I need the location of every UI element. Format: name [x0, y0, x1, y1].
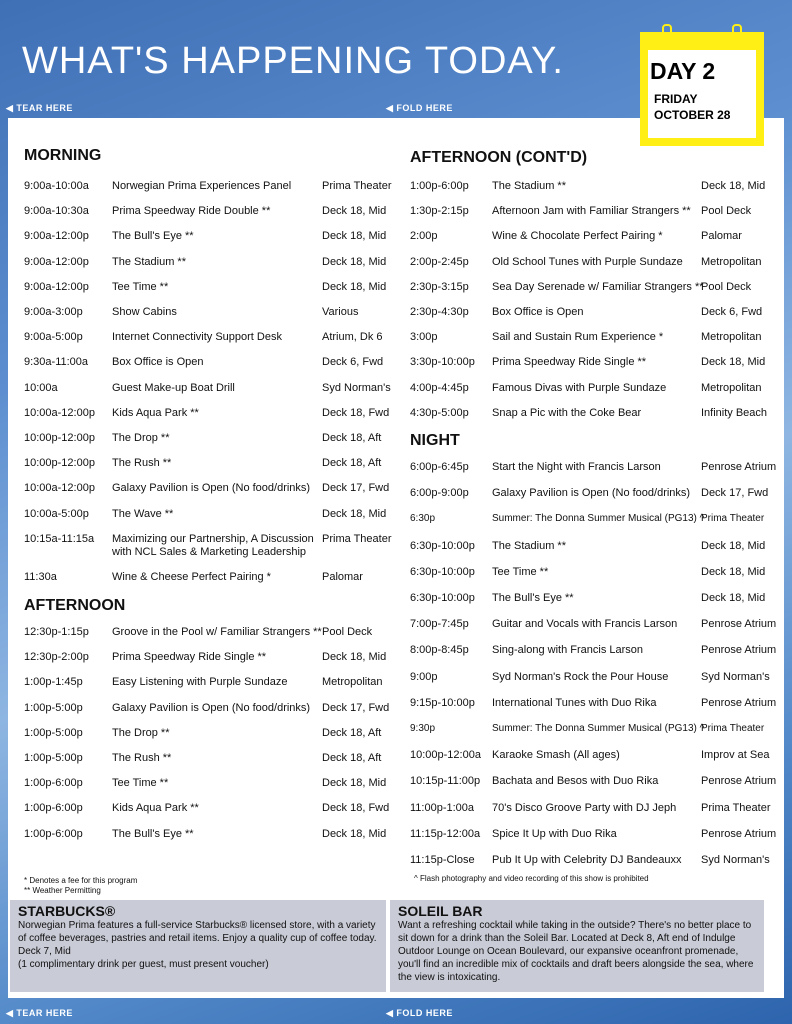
event-name: Sea Day Serenade w/ Familiar Strangers **: [492, 280, 704, 293]
event-venue: Deck 6, Fwd: [701, 306, 763, 318]
event-time: 11:00p-1:00a: [410, 801, 475, 814]
event-venue: Improv at Sea: [701, 749, 770, 762]
event-name: Prima Speedway Ride Single **: [492, 356, 647, 369]
event-time: 12:30p-2:00p: [24, 651, 89, 664]
event-name: Tee Time **: [492, 565, 549, 578]
event-venue: Infinity Beach: [701, 406, 768, 419]
fold-here-label-top: ◀ FOLD HERE: [386, 103, 453, 113]
event-name: Prima Speedway Ride Double **: [112, 205, 271, 218]
event-venue: Deck 18, Mid: [322, 651, 387, 664]
event-venue: Deck 18, Fwd: [322, 802, 390, 815]
event-venue: Deck 17, Fwd: [322, 701, 390, 714]
flash-footnote: ^ Flash photography and video recording of this show is prohibited: [414, 874, 649, 883]
event-time: 10:15p-11:00p: [410, 775, 481, 788]
event-time: 9:15p-10:00p: [410, 696, 475, 709]
weekday: FRIDAY: [654, 92, 698, 106]
event-name: Pub It Up with Celebrity DJ Bandeauxx: [492, 854, 682, 866]
event-name: Kids Aqua Park **: [112, 406, 199, 419]
event-name: The Stadium **: [492, 180, 566, 192]
event-name: The Wave **: [112, 507, 174, 520]
event-name: Summer: The Donna Summer Musical (PG13) ^: [492, 723, 705, 734]
starbucks-title: STARBUCKS®: [18, 903, 116, 919]
page-title: WHAT'S HAPPENING TODAY.: [22, 40, 564, 82]
event-time: 6:30p-10:00p: [410, 539, 475, 552]
fee-footnote: * Denotes a fee for this program: [24, 876, 138, 885]
event-name: Guitar and Vocals with Francis Larson: [492, 618, 678, 631]
event-name: Afternoon Jam with Familiar Strangers **: [492, 205, 691, 218]
event-time: 9:00a-12:00p: [24, 255, 89, 268]
fold-here-text: FOLD HERE: [396, 1008, 453, 1018]
event-venue: Deck 18, Mid: [701, 539, 766, 552]
event-name: The Bull's Eye **: [492, 592, 574, 604]
event-name: Box Office is Open: [112, 356, 204, 369]
day-number: DAY 2: [650, 58, 716, 84]
starbucks-body: Norwegian Prima features a full-service Starbucks® licensed store, with a variety of coffee beverages, pastries and retail items. Enjoy a quality cup of coffee today. Deck 7, Mid: [18, 920, 377, 957]
event-name: Old School Tunes with Purple Sundaze: [492, 255, 683, 268]
event-time: 2:30p-3:15p: [410, 280, 469, 293]
event-venue: Pool Deck: [701, 205, 752, 218]
event-venue: Deck 18, Mid: [322, 777, 387, 790]
event-name: The Stadium **: [492, 539, 566, 552]
event-time: 1:00p-6:00p: [24, 827, 83, 840]
footnotes-left: [24, 876, 137, 896]
event-time: 3:00p: [410, 331, 438, 344]
event-venue: Deck 18, Mid: [701, 565, 766, 578]
event-name: Karaoke Smash (All ages): [492, 749, 620, 762]
calendar-date: OCTOBER 28: [654, 108, 731, 122]
event-venue: Palomar: [322, 571, 363, 583]
event-venue: Deck 6, Fwd: [322, 356, 384, 369]
event-name: Wine & Chocolate Perfect Pairing *: [492, 230, 663, 243]
event-name: Start the Night with Francis Larson: [492, 461, 661, 473]
event-time: 12:30p-1:15p: [24, 626, 89, 638]
event-time: 10:00a-12:00p: [24, 482, 95, 495]
event-name: Spice It Up with Duo Rika: [492, 827, 617, 840]
event-time: 9:00a-10:30a: [24, 205, 89, 218]
event-venue: Metropolitan: [701, 255, 762, 268]
event-venue: Prima Theater: [322, 532, 392, 545]
weather-footnote: ** Weather Permitting: [24, 886, 101, 895]
event-time: 6:00p-9:00p: [410, 487, 469, 500]
event-venue: Penrose Atrium: [701, 827, 777, 840]
event-time: 9:00p: [410, 670, 438, 683]
event-time: 1:00p-6:00p: [410, 180, 469, 192]
event-venue: Deck 18, Aft: [322, 726, 382, 739]
event-time: 3:30p-10:00p: [410, 356, 475, 369]
event-venue: Deck 18, Mid: [701, 356, 766, 369]
event-name: The Stadium **: [112, 255, 186, 268]
event-time: 2:00p-2:45p: [410, 255, 469, 268]
event-venue: Deck 18, Fwd: [322, 406, 390, 419]
event-time: 2:00p: [410, 230, 438, 243]
event-time: 1:00p-6:00p: [24, 802, 83, 815]
event-venue: Various: [322, 306, 359, 318]
event-venue: Palomar: [701, 230, 742, 243]
event-time: 6:30p-10:00p: [410, 565, 475, 578]
event-venue: Penrose Atrium: [701, 696, 777, 709]
tear-here-label-top: ◀ TEAR HERE: [6, 103, 73, 113]
event-time: 1:00p-5:00p: [24, 726, 83, 739]
event-name: The Bull's Eye **: [112, 230, 194, 243]
event-time: 9:00a-3:00p: [24, 306, 83, 318]
event-name: Internet Connectivity Support Desk: [112, 331, 282, 344]
night-heading: NIGHT: [410, 432, 460, 449]
event-name: Galaxy Pavilion is Open (No food/drinks): [492, 487, 691, 500]
event-venue: Prima Theater: [701, 801, 771, 814]
event-name: Tee Time **: [112, 777, 169, 790]
morning-heading: MORNING: [24, 147, 102, 164]
event-venue: Prima Theater: [701, 723, 765, 734]
event-name: The Rush **: [112, 752, 172, 764]
event-venue: Deck 18, Mid: [322, 507, 387, 520]
event-name: Guest Make-up Boat Drill: [112, 381, 235, 394]
event-name: Norwegian Prima Experiences Panel: [112, 180, 292, 192]
event-name: Snap a Pic with the Coke Bear: [492, 406, 642, 419]
event-venue: Deck 17, Fwd: [701, 487, 769, 500]
event-venue: Deck 18, Mid: [322, 255, 387, 268]
event-time: 8:00p-8:45p: [410, 644, 469, 657]
fold-here-text: FOLD HERE: [396, 103, 453, 113]
event-time: 4:00p-4:45p: [410, 381, 469, 394]
event-venue: Prima Theater: [701, 513, 765, 525]
event-time: 4:30p-5:00p: [410, 406, 469, 419]
event-time: 1:00p-6:00p: [24, 777, 83, 790]
event-venue: Deck 18, Aft: [322, 432, 382, 444]
event-venue: Atrium, Dk 6: [322, 331, 383, 344]
event-name: Easy Listening with Purple Sundaze: [112, 676, 288, 689]
event-name: The Drop **: [112, 726, 170, 739]
tear-here-text: TEAR HERE: [16, 103, 73, 113]
event-name: Sail and Sustain Rum Experience *: [492, 331, 664, 344]
event-time: 10:00p-12:00a: [410, 749, 481, 762]
event-venue: Deck 18, Mid: [701, 592, 766, 604]
tear-here-text: TEAR HERE: [16, 1008, 73, 1018]
event-venue: Deck 18, Aft: [322, 752, 382, 764]
event-name: The Drop **: [112, 432, 170, 444]
event-time: 10:00a-12:00p: [24, 406, 95, 419]
event-name: Maximizing our Partnership, A Discussion with NCL Sales & Marketing Leadership: [112, 532, 314, 558]
event-time: 1:00p-5:00p: [24, 701, 83, 714]
event-name: Famous Divas with Purple Sundaze: [492, 381, 667, 394]
event-time: 1:00p-5:00p: [24, 752, 83, 764]
event-name: Galaxy Pavilion is Open (No food/drinks): [112, 482, 311, 495]
event-name: Syd Norman's Rock the Pour House: [492, 670, 669, 683]
soleil-bar-title: SOLEIL BAR: [398, 903, 483, 919]
event-name: Summer: The Donna Summer Musical (PG13) ^: [492, 513, 705, 525]
event-venue: Syd Norman's: [701, 670, 770, 683]
event-venue: Metropolitan: [322, 676, 383, 689]
starbucks-box: [10, 900, 386, 992]
event-time: 11:15p-Close: [410, 854, 475, 866]
event-time: 6:00p-6:45p: [410, 461, 469, 473]
tear-here-label-bottom: ◀ TEAR HERE: [6, 1008, 73, 1018]
event-name: 70's Disco Groove Party with DJ Jeph: [492, 801, 677, 814]
event-venue: Prima Theater: [322, 180, 392, 192]
event-name: The Rush **: [112, 457, 172, 470]
event-name: Wine & Cheese Perfect Pairing *: [112, 571, 271, 583]
event-venue: Deck 18, Aft: [322, 457, 382, 470]
calendar-ring-icon: [662, 24, 672, 42]
event-name: Box Office is Open: [492, 306, 584, 318]
event-venue: Penrose Atrium: [701, 644, 777, 657]
event-venue: Deck 18, Mid: [701, 180, 766, 192]
afternoon-heading: AFTERNOON: [24, 597, 126, 614]
event-name: Kids Aqua Park **: [112, 802, 199, 815]
event-time: 9:30a-11:00a: [24, 356, 89, 369]
calendar-ring-icon: [732, 24, 742, 42]
event-venue: Pool Deck: [322, 626, 373, 638]
event-time: 9:00a-10:00a: [24, 180, 89, 192]
starbucks-note: (1 complimentary drink per guest, must present voucher): [18, 959, 269, 970]
event-name: The Bull's Eye **: [112, 827, 194, 840]
event-time: 10:15a-11:15a: [24, 532, 95, 545]
event-venue: Deck 18, Mid: [322, 230, 387, 243]
event-venue: Deck 17, Fwd: [322, 482, 390, 495]
event-name: Galaxy Pavilion is Open (No food/drinks): [112, 701, 311, 714]
event-time: 10:00a-5:00p: [24, 507, 89, 520]
soleil-bar-box: [390, 900, 764, 992]
event-venue: Deck 18, Mid: [322, 280, 387, 293]
fold-here-label-bottom: ◀ FOLD HERE: [386, 1008, 453, 1018]
event-venue: Deck 18, Mid: [322, 205, 387, 218]
event-venue: Deck 18, Mid: [322, 827, 387, 840]
event-venue: Penrose Atrium: [701, 461, 777, 473]
event-venue: Metropolitan: [701, 381, 762, 394]
event-venue: Syd Norman's: [322, 381, 391, 394]
event-time: 7:00p-7:45p: [410, 618, 469, 631]
event-name: Show Cabins: [112, 306, 177, 318]
event-venue: Penrose Atrium: [701, 618, 777, 631]
event-name: Tee Time **: [112, 280, 169, 293]
event-time: 2:30p-4:30p: [410, 306, 469, 318]
soleil-bar-body: Want a refreshing cocktail while taking in the outside? There's no better place to sit down for a drink than the Soleil Bar. Located at Deck 8, Aft end of Indulge Outdoor Lounge on Ocean Boulevard, our expansive oceanfront promenade, you'll find an incredible mix of cocktails and draft beers alongside the sea, where the view is intoxicating.: [398, 920, 754, 983]
event-venue: Syd Norman's: [701, 854, 770, 866]
event-time: 9:00a-12:00p: [24, 230, 89, 243]
event-venue: Metropolitan: [701, 331, 762, 344]
event-time: 11:30a: [24, 571, 57, 583]
event-name: Sing-along with Francis Larson: [492, 644, 644, 657]
event-name: International Tunes with Duo Rika: [492, 696, 657, 709]
afternoon-contd-heading: AFTERNOON (CONT'D): [410, 149, 588, 166]
event-name: Bachata and Besos with Duo Rika: [492, 775, 659, 788]
event-name: Prima Speedway Ride Single **: [112, 651, 267, 664]
day-calendar-badge: [640, 32, 764, 146]
event-time: 9:30p: [410, 723, 436, 734]
event-name: Groove in the Pool w/ Familiar Strangers **: [112, 626, 322, 638]
event-time: 1:30p-2:15p: [410, 205, 469, 218]
event-time: 6:30p: [410, 513, 436, 525]
event-time: 10:00p-12:00p: [24, 432, 95, 444]
event-time: 9:00a-5:00p: [24, 331, 83, 344]
event-time: 11:15p-12:00a: [410, 827, 481, 840]
event-time: 10:00p-12:00p: [24, 457, 95, 470]
event-time: 6:30p-10:00p: [410, 592, 475, 604]
event-venue: Pool Deck: [701, 280, 752, 293]
event-venue: Penrose Atrium: [701, 775, 777, 788]
event-time: 9:00a-12:00p: [24, 280, 89, 293]
event-time: 10:00a: [24, 381, 58, 394]
event-time: 1:00p-1:45p: [24, 676, 83, 689]
